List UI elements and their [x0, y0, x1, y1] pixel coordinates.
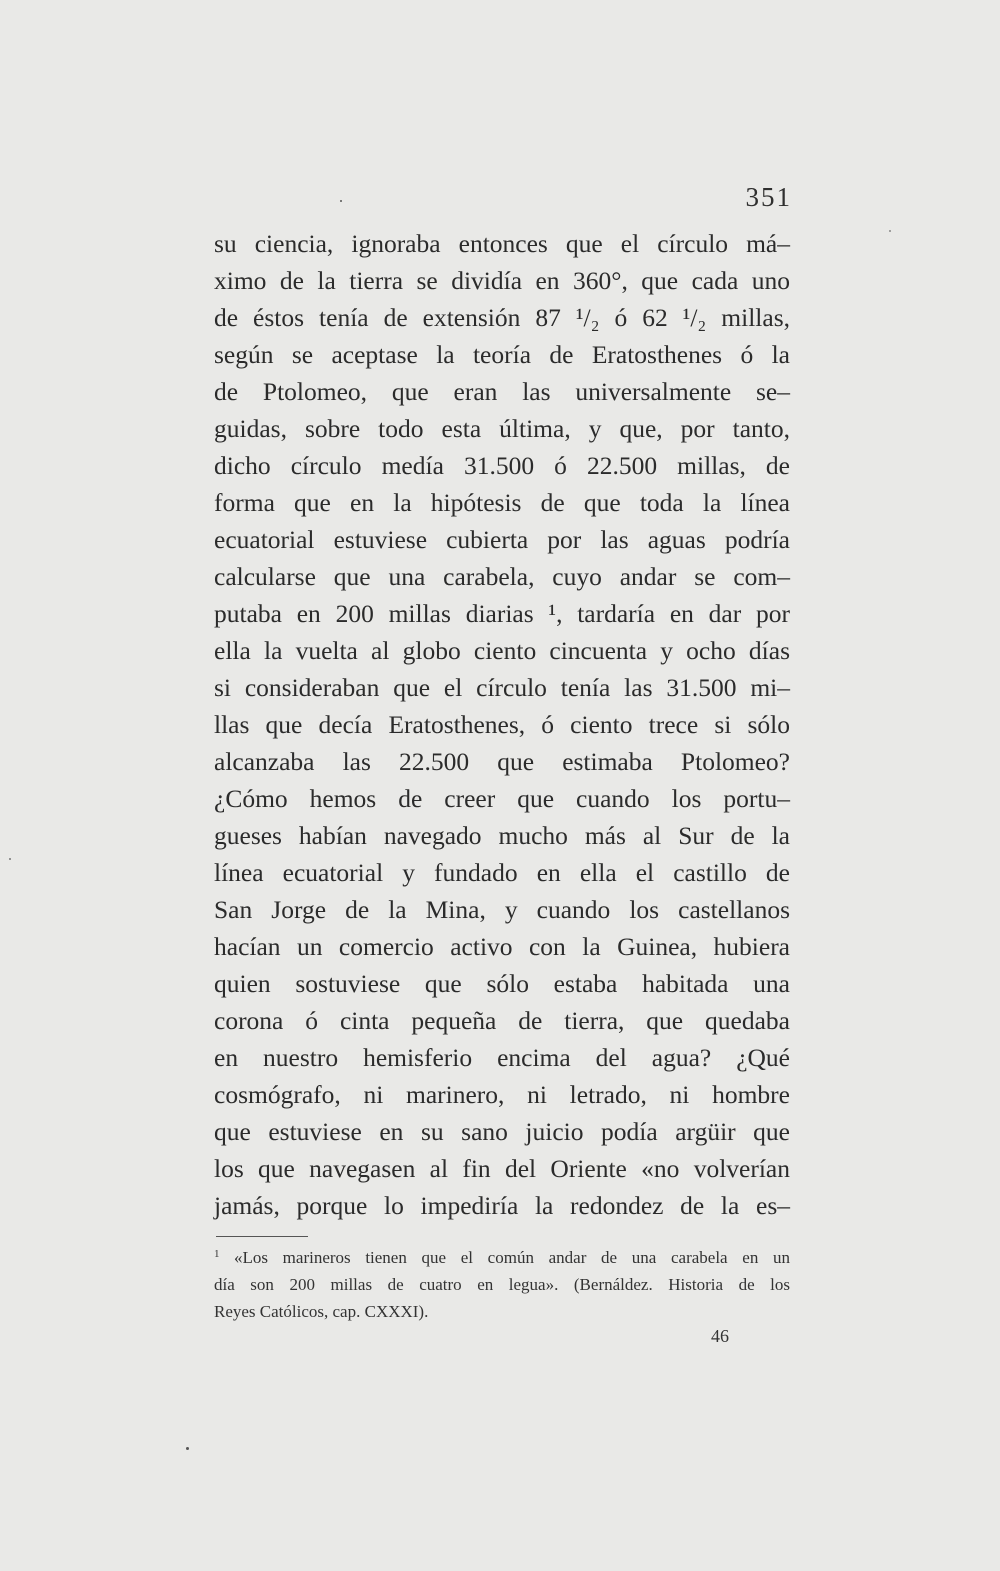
body-text [214, 225, 790, 1224]
text-line: guidas, sobre todo esta última, y que, por tanto, [214, 414, 790, 443]
footnote-divider [216, 1236, 308, 1237]
text-line: en nuestro hemisferio encima del agua? ¿Qué [214, 1043, 790, 1072]
text-line: ximo de la tierra se dividía en 360°, que cada uno [214, 266, 790, 295]
text-line: según se aceptase la teoría de Eratosthenes ó la [214, 340, 790, 369]
text-line: línea ecuatorial y fundado en ella el castillo de [214, 858, 790, 887]
text-line: su ciencia, ignoraba entonces que el círculo má– [214, 229, 790, 258]
signature-mark: 46 [711, 1326, 729, 1346]
text-line: San Jorge de la Mina, y cuando los castellanos [214, 895, 790, 924]
footnote-text: «Los marineros tienen que el común andar de una carabela en un [234, 1248, 790, 1267]
text-line: si consideraban que el círculo tenía las 31.500 mi– [214, 673, 790, 702]
page-number: 351 [745, 182, 792, 212]
text-line: que estuviese en su sano juicio podía argüir que [214, 1117, 790, 1146]
text-line: alcanzaba las 22.500 que estimaba Ptolomeo? [214, 747, 790, 776]
text-line: ecuatorial estuviese cubierta por las aguas podría [214, 525, 790, 554]
text-line: ¿Cómo hemos de creer que cuando los portu– [214, 784, 790, 813]
footnote [214, 1244, 790, 1325]
text-line: de éstos tenía de extensión 87 ¹/₂ ó 62 ¹/₂ millas, [214, 303, 790, 332]
text-line: de Ptolomeo, que eran las universalmente se– [214, 377, 790, 406]
text-line: jamás, porque lo impediría la redondez de la es– [214, 1191, 790, 1220]
text-line: gueses habían navegado mucho más al Sur de la [214, 821, 790, 850]
footnote-line: día son 200 millas de cuatro en legua». (Bernáldez. Historia de los [214, 1275, 790, 1294]
text-line: calcularse que una carabela, cuyo andar se com– [214, 562, 790, 591]
text-line: cosmógrafo, ni marinero, ni letrado, ni hombre [214, 1080, 790, 1109]
text-line: putaba en 200 millas diarias ¹, tardaría en dar por [214, 599, 790, 628]
text-line: hacían un comercio activo con la Guinea, hubiera [214, 932, 790, 961]
text-line: corona ó cinta pequeña de tierra, que quedaba [214, 1006, 790, 1035]
paper-speck [9, 858, 11, 860]
text-line: llas que decía Eratosthenes, ó ciento trece si sólo [214, 710, 790, 739]
text-line: quien sostuviese que sólo estaba habitada una [214, 969, 790, 998]
paper-speck [889, 230, 891, 232]
paper-speck [186, 1447, 189, 1450]
footnote-line [214, 1244, 790, 1271]
text-line: ella la vuelta al globo ciento cincuenta y ocho días [214, 636, 790, 665]
footnote-marker: 1 [214, 1248, 220, 1260]
footnote-line: Reyes Católicos, cap. CXXXI). [214, 1302, 429, 1321]
paper-speck [340, 200, 342, 202]
text-line: forma que en la hipótesis de que toda la línea [214, 488, 790, 517]
text-line: dicho círculo medía 31.500 ó 22.500 millas, de [214, 451, 790, 480]
text-line: los que navegasen al fin del Oriente «no volverían [214, 1154, 790, 1183]
